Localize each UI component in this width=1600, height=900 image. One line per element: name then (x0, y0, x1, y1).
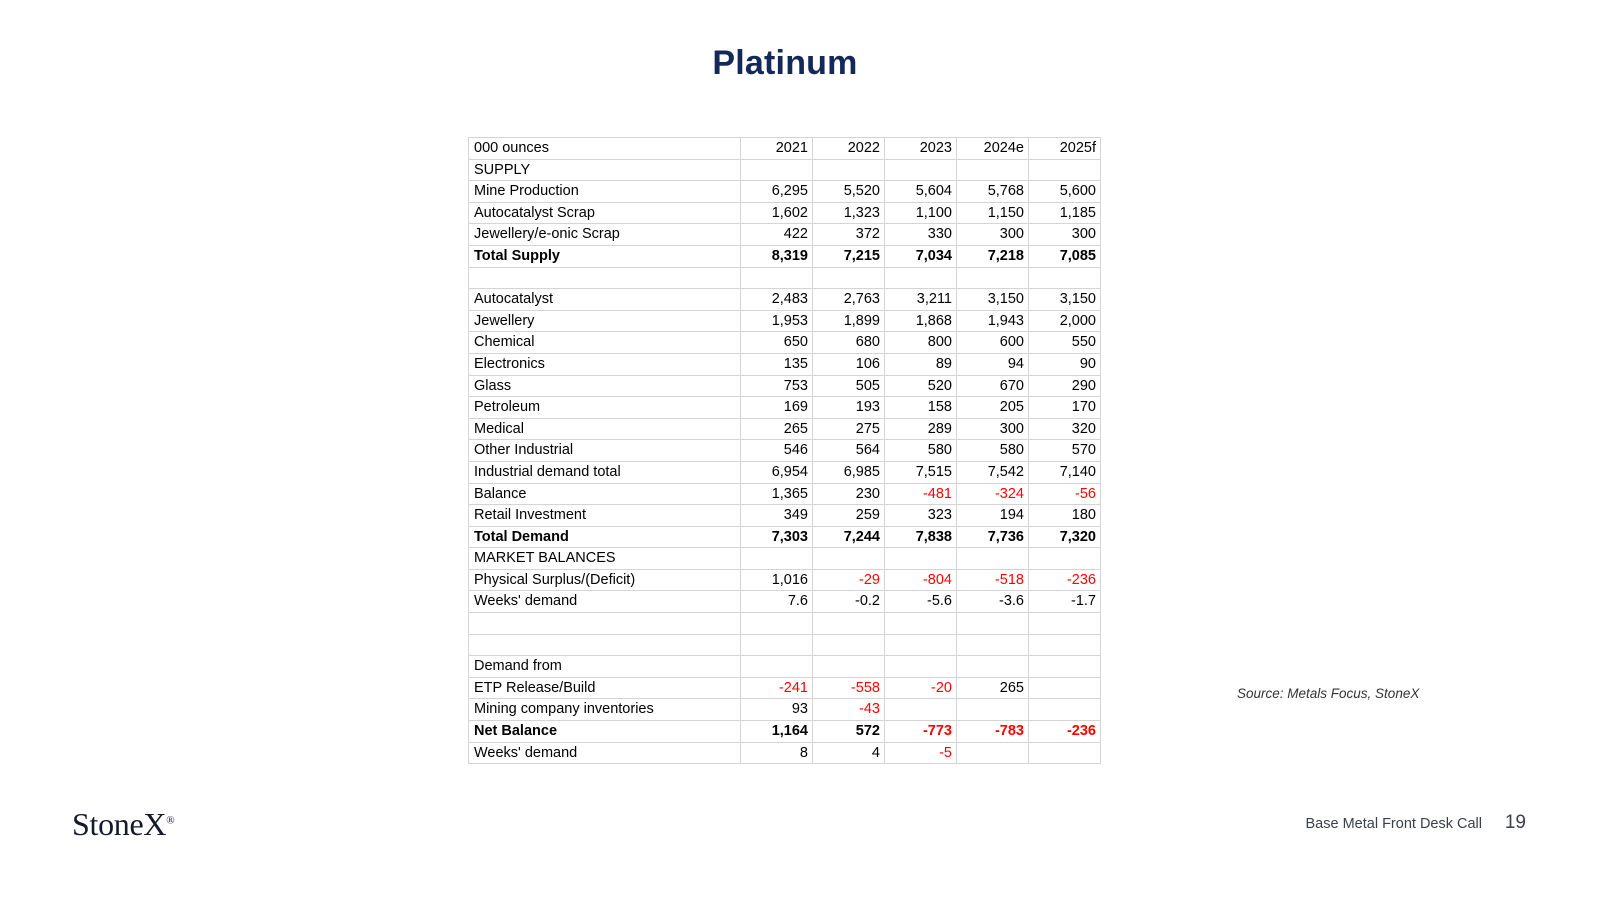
table-row (469, 181, 1101, 203)
row-label: Demand from (469, 656, 741, 678)
table-cell (1029, 613, 1101, 635)
table-cell: 6,295 (741, 181, 813, 203)
table-cell: 550 (1029, 332, 1101, 354)
table-row (469, 245, 1101, 267)
table-cell: 180 (1029, 505, 1101, 527)
table-cell: 7.6 (741, 591, 813, 613)
row-label: Net Balance (469, 721, 741, 743)
table-cell: -518 (957, 569, 1029, 591)
table-cell: 1,016 (741, 569, 813, 591)
table-cell: 4 (813, 742, 885, 764)
table-cell: 1,943 (957, 310, 1029, 332)
table-cell (885, 656, 957, 678)
table-cell: 1,164 (741, 721, 813, 743)
table-cell: 422 (741, 224, 813, 246)
table-cell: 7,515 (885, 461, 957, 483)
table-cell: 230 (813, 483, 885, 505)
table-cell: -773 (885, 721, 957, 743)
table-cell: -56 (1029, 483, 1101, 505)
row-label (469, 634, 741, 656)
row-label: Electronics (469, 353, 741, 375)
row-label: Total Demand (469, 526, 741, 548)
table-cell: 6,985 (813, 461, 885, 483)
table-cell (1029, 634, 1101, 656)
table-cell: 8,319 (741, 245, 813, 267)
table-cell (813, 159, 885, 181)
row-label: MARKET BALANCES (469, 548, 741, 570)
table-cell: 205 (957, 397, 1029, 419)
table-cell: -324 (957, 483, 1029, 505)
row-label: Physical Surplus/(Deficit) (469, 569, 741, 591)
table-cell: -236 (1029, 721, 1101, 743)
table-cell: 650 (741, 332, 813, 354)
page-number: 19 (1504, 812, 1526, 833)
row-label: Chemical (469, 332, 741, 354)
table-row (469, 742, 1101, 764)
table-cell: 349 (741, 505, 813, 527)
table-cell: 600 (957, 332, 1029, 354)
table-row (469, 613, 1101, 635)
table-cell (1029, 656, 1101, 678)
table-cell: -20 (885, 677, 957, 699)
table-cell: -804 (885, 569, 957, 591)
table-cell (1029, 548, 1101, 570)
row-label: Total Supply (469, 245, 741, 267)
row-label: Jewellery/e-onic Scrap (469, 224, 741, 246)
table-cell: -5.6 (885, 591, 957, 613)
table-cell: 289 (885, 418, 957, 440)
table-cell (1029, 677, 1101, 699)
row-label: Autocatalyst (469, 289, 741, 311)
table-cell (1029, 699, 1101, 721)
table-cell: 275 (813, 418, 885, 440)
table-cell: 1,100 (885, 202, 957, 224)
table-cell: 7,736 (957, 526, 1029, 548)
table-cell: 564 (813, 440, 885, 462)
row-label: Mine Production (469, 181, 741, 203)
table-cell: 7,838 (885, 526, 957, 548)
table-row (469, 332, 1101, 354)
table-row (469, 483, 1101, 505)
row-label: Mining company inventories (469, 699, 741, 721)
source-note: Source: Metals Focus, StoneX (1237, 686, 1420, 701)
table-row (469, 202, 1101, 224)
platinum-supply-demand-table (468, 137, 1100, 764)
table-cell (885, 159, 957, 181)
column-header: 2021 (741, 138, 813, 160)
table-cell (957, 656, 1029, 678)
table-cell (1029, 267, 1101, 289)
table-row (469, 591, 1101, 613)
row-label: Autocatalyst Scrap (469, 202, 741, 224)
table-row (469, 267, 1101, 289)
table-cell: 5,520 (813, 181, 885, 203)
table-cell: 106 (813, 353, 885, 375)
table-cell: 520 (885, 375, 957, 397)
table-cell: 7,140 (1029, 461, 1101, 483)
table-cell: 1,150 (957, 202, 1029, 224)
table-cell (813, 548, 885, 570)
table-cell: 3,211 (885, 289, 957, 311)
footer-label: Base Metal Front Desk Call (1305, 816, 1482, 832)
table-cell: 8 (741, 742, 813, 764)
row-label: ETP Release/Build (469, 677, 741, 699)
table-row (469, 289, 1101, 311)
table-cell: 670 (957, 375, 1029, 397)
table-cell: 5,604 (885, 181, 957, 203)
table-cell: 7,320 (1029, 526, 1101, 548)
table-cell (957, 699, 1029, 721)
table-cell (957, 742, 1029, 764)
table-row (469, 310, 1101, 332)
table-cell: 158 (885, 397, 957, 419)
table-cell (741, 267, 813, 289)
table-cell: 5,768 (957, 181, 1029, 203)
table-cell: 300 (1029, 224, 1101, 246)
table-cell (885, 548, 957, 570)
table-row (469, 677, 1101, 699)
table-cell: 265 (957, 677, 1029, 699)
table-cell: 505 (813, 375, 885, 397)
column-header: 2025f (1029, 138, 1101, 160)
table-cell: 194 (957, 505, 1029, 527)
table-cell: 3,150 (1029, 289, 1101, 311)
table-cell: 300 (957, 418, 1029, 440)
row-label (469, 613, 741, 635)
table-cell (741, 656, 813, 678)
row-label: Balance (469, 483, 741, 505)
table-row (469, 224, 1101, 246)
registered-mark-icon: ® (166, 814, 175, 827)
table-cell (813, 634, 885, 656)
table-cell: 800 (885, 332, 957, 354)
table-cell: -43 (813, 699, 885, 721)
table-cell: 6,954 (741, 461, 813, 483)
table-cell: 259 (813, 505, 885, 527)
column-header: 2023 (885, 138, 957, 160)
table-cell (741, 634, 813, 656)
table-cell: -236 (1029, 569, 1101, 591)
stonex-logo (72, 806, 174, 843)
page-title: Platinum (712, 44, 858, 82)
table-cell (957, 267, 1029, 289)
table-cell: 93 (741, 699, 813, 721)
table-cell: 372 (813, 224, 885, 246)
table (468, 137, 1101, 764)
table-cell: 1,868 (885, 310, 957, 332)
table-cell: 580 (885, 440, 957, 462)
table-cell: 7,218 (957, 245, 1029, 267)
table-cell: 580 (957, 440, 1029, 462)
table-cell (813, 656, 885, 678)
row-label: 000 ounces (469, 138, 741, 160)
table-cell (957, 548, 1029, 570)
table-cell: 2,483 (741, 289, 813, 311)
table-cell (1029, 742, 1101, 764)
table-row (469, 548, 1101, 570)
row-label: Other Industrial (469, 440, 741, 462)
table-cell (885, 699, 957, 721)
column-header: 2024e (957, 138, 1029, 160)
table-row (469, 353, 1101, 375)
table-cell: 7,034 (885, 245, 957, 267)
table-cell: 89 (885, 353, 957, 375)
table-cell: 170 (1029, 397, 1101, 419)
table-cell: -3.6 (957, 591, 1029, 613)
table-row (469, 526, 1101, 548)
table-cell: 7,542 (957, 461, 1029, 483)
table-cell (885, 634, 957, 656)
table-cell: 1,953 (741, 310, 813, 332)
table-cell: 1,365 (741, 483, 813, 505)
table-cell: 320 (1029, 418, 1101, 440)
table-cell: 169 (741, 397, 813, 419)
row-label: Retail Investment (469, 505, 741, 527)
table-cell: 7,244 (813, 526, 885, 548)
table-cell (957, 613, 1029, 635)
row-label: Petroleum (469, 397, 741, 419)
table-cell: -783 (957, 721, 1029, 743)
table-cell: 7,085 (1029, 245, 1101, 267)
table-cell: 753 (741, 375, 813, 397)
table-cell: 1,323 (813, 202, 885, 224)
table-cell: 330 (885, 224, 957, 246)
table-cell: 2,000 (1029, 310, 1101, 332)
column-header: 2022 (813, 138, 885, 160)
table-cell (885, 267, 957, 289)
table-cell (813, 613, 885, 635)
table-row (469, 440, 1101, 462)
table-row (469, 656, 1101, 678)
table-row (469, 634, 1101, 656)
logo-wordmark: StoneX (72, 806, 167, 842)
table-cell: 1,899 (813, 310, 885, 332)
row-label: SUPPLY (469, 159, 741, 181)
table-cell (1029, 159, 1101, 181)
table-cell: -0.2 (813, 591, 885, 613)
table-cell: -558 (813, 677, 885, 699)
table-row (469, 159, 1101, 181)
table-cell: -1.7 (1029, 591, 1101, 613)
table-cell: 680 (813, 332, 885, 354)
row-label: Jewellery (469, 310, 741, 332)
row-label: Weeks' demand (469, 591, 741, 613)
table-cell (741, 159, 813, 181)
table-cell: 7,303 (741, 526, 813, 548)
table-cell (957, 634, 1029, 656)
table-row (469, 505, 1101, 527)
table-row (469, 721, 1101, 743)
table-cell: 94 (957, 353, 1029, 375)
table-cell: 572 (813, 721, 885, 743)
table-row (469, 569, 1101, 591)
table-cell: 2,763 (813, 289, 885, 311)
table-cell: 1,185 (1029, 202, 1101, 224)
row-label: Weeks' demand (469, 742, 741, 764)
table-row (469, 397, 1101, 419)
table-cell (813, 267, 885, 289)
table-cell: 546 (741, 440, 813, 462)
table-cell: -241 (741, 677, 813, 699)
table-cell: 323 (885, 505, 957, 527)
table-cell: 570 (1029, 440, 1101, 462)
table-cell: 290 (1029, 375, 1101, 397)
table-row (469, 375, 1101, 397)
table-cell: 5,600 (1029, 181, 1101, 203)
table-cell: 1,602 (741, 202, 813, 224)
table-cell (885, 613, 957, 635)
table-row (469, 418, 1101, 440)
table-row (469, 699, 1101, 721)
table-cell: 265 (741, 418, 813, 440)
table-cell: 7,215 (813, 245, 885, 267)
row-label: Medical (469, 418, 741, 440)
table-cell (741, 613, 813, 635)
table-row (469, 138, 1101, 160)
row-label: Glass (469, 375, 741, 397)
table-cell: -481 (885, 483, 957, 505)
row-label: Industrial demand total (469, 461, 741, 483)
row-label (469, 267, 741, 289)
table-cell: 300 (957, 224, 1029, 246)
table-cell: 90 (1029, 353, 1101, 375)
table-cell: -5 (885, 742, 957, 764)
table-cell: 3,150 (957, 289, 1029, 311)
table-cell: -29 (813, 569, 885, 591)
table-row (469, 461, 1101, 483)
table-cell (741, 548, 813, 570)
table-cell (957, 159, 1029, 181)
table-cell: 193 (813, 397, 885, 419)
table-cell: 135 (741, 353, 813, 375)
